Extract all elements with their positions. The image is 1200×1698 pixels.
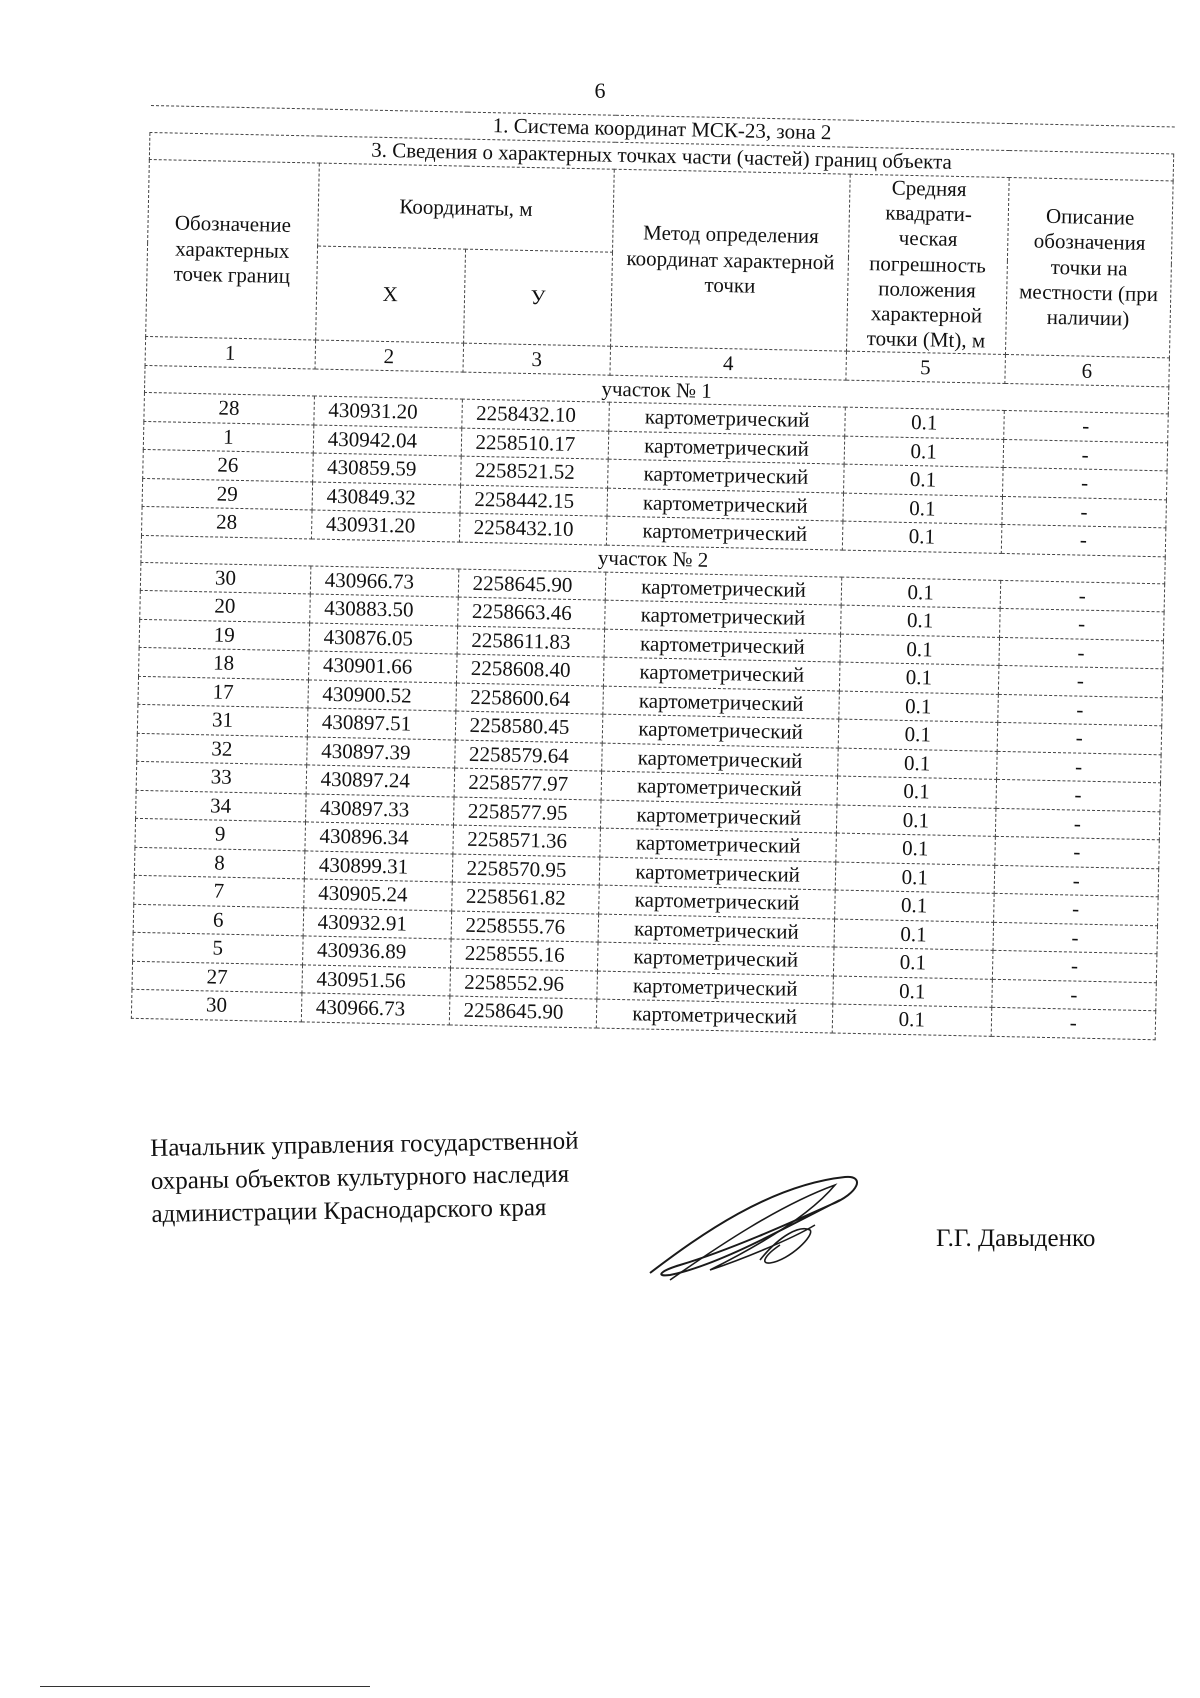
method-cell: картометрический (597, 999, 833, 1032)
point-id-cell: 34 (136, 790, 306, 822)
mean-error-cell: 0.1 (838, 719, 997, 751)
mean-error-cell: 0.1 (835, 862, 994, 894)
section-label: участок № 2 (141, 535, 1165, 583)
header-mean-error: Средняя квадрати- ческая погрешность положения характерной точки (Mt), м (846, 174, 1008, 355)
mean-error-cell: 0.1 (833, 947, 992, 979)
method-cell: картометрический (609, 431, 845, 464)
header-y: У (463, 250, 613, 347)
point-id-cell: 26 (143, 450, 313, 482)
column-number: 1 (145, 337, 315, 370)
y-coordinate-cell: 2258577.95 (453, 797, 601, 829)
description-cell: - (993, 922, 1158, 954)
column-number: 2 (315, 340, 463, 372)
position-title-line: Начальник управления государственной (150, 1127, 579, 1162)
description-cell: - (991, 1008, 1156, 1040)
mean-error-cell: 0.1 (843, 493, 1002, 525)
mean-error-cell: 0.1 (837, 776, 996, 808)
x-coordinate-cell: 430899.31 (304, 851, 452, 883)
point-id-cell: 30 (131, 990, 301, 1022)
description-cell: - (1002, 496, 1167, 528)
table-body (131, 366, 1168, 1040)
description-cell: - (1001, 525, 1166, 557)
point-id-cell: 5 (133, 933, 303, 965)
method-cell: картометрический (601, 771, 837, 804)
x-coordinate-cell: 430896.34 (305, 822, 453, 854)
method-cell: картометрический (600, 828, 836, 861)
point-id-cell: 1 (143, 421, 313, 453)
footnote-divider (40, 1686, 370, 1687)
method-cell: картометрический (601, 800, 837, 833)
x-coordinate-cell: 430966.73 (301, 993, 449, 1025)
method-cell: картометрический (603, 686, 839, 719)
method-cell: картометрический (598, 914, 834, 947)
method-cell: картометрический (604, 629, 840, 662)
position-title-line: администрации Краснодарского края (151, 1194, 547, 1228)
y-coordinate-cell: 2258432.10 (461, 399, 609, 431)
y-coordinate-cell: 2258571.36 (452, 825, 600, 857)
description-cell: - (1002, 468, 1167, 500)
description-cell: - (993, 894, 1158, 926)
point-id-cell: 28 (144, 393, 314, 425)
x-coordinate-cell: 430931.20 (311, 510, 459, 542)
mean-error-cell: 0.1 (836, 805, 995, 837)
point-id-cell: 18 (139, 648, 309, 680)
method-cell: картометрический (603, 714, 839, 747)
method-cell: картометрический (600, 857, 836, 890)
x-coordinate-cell: 430876.05 (309, 623, 457, 655)
column-number: 5 (846, 351, 1005, 383)
y-coordinate-cell: 2258611.83 (457, 626, 605, 658)
column-number: 3 (463, 343, 611, 375)
y-coordinate-cell: 2258432.10 (459, 513, 607, 545)
y-coordinate-cell: 2258521.52 (460, 456, 608, 488)
y-coordinate-cell: 2258645.90 (458, 569, 606, 601)
method-cell: картометрический (597, 971, 833, 1004)
x-coordinate-cell: 430931.20 (314, 396, 462, 428)
description-cell: - (994, 865, 1159, 897)
method-cell: картометрический (604, 657, 840, 690)
y-coordinate-cell: 2258579.64 (454, 740, 602, 772)
description-cell: - (997, 694, 1162, 726)
mean-error-cell: 0.1 (832, 1004, 991, 1036)
page-number: 6 (594, 78, 606, 103)
mean-error-cell: 0.1 (842, 521, 1001, 553)
x-coordinate-cell: 430900.52 (308, 680, 456, 712)
description-cell: - (994, 837, 1159, 869)
point-id-cell: 9 (135, 819, 305, 851)
mean-error-cell: 0.1 (845, 407, 1004, 439)
y-coordinate-cell: 2258555.16 (450, 939, 598, 971)
header-method: Метод определения координат характерной точки (611, 169, 850, 351)
y-coordinate-cell: 2258552.96 (449, 968, 597, 1000)
y-coordinate-cell: 2258561.82 (451, 882, 599, 914)
method-cell: картометрический (608, 459, 844, 492)
mean-error-cell: 0.1 (844, 436, 1003, 468)
point-id-cell: 8 (134, 847, 304, 879)
signature-block (150, 1125, 580, 1231)
mean-error-cell: 0.1 (837, 748, 996, 780)
mean-error-cell: 0.1 (839, 662, 998, 694)
description-cell: - (996, 780, 1161, 812)
method-cell: картометрический (605, 600, 841, 633)
mean-error-cell: 0.1 (834, 919, 993, 951)
description-cell: - (999, 637, 1164, 669)
section-label: участок № 1 (144, 366, 1168, 414)
x-coordinate-cell: 430942.04 (313, 425, 461, 457)
description-cell: - (1003, 411, 1168, 443)
description-cell: - (997, 723, 1162, 755)
point-id-cell: 29 (142, 478, 312, 510)
header-description: Описание обозначения точки на местности (при наличии) (1005, 178, 1173, 359)
section-title: 3. Сведения о характерных точках части (частей) границ объекта (149, 133, 1173, 181)
point-id-cell: 7 (134, 876, 304, 908)
coordinate-system-title: 1. Система координат МСК-23, зона 2 (150, 106, 1174, 154)
point-id-cell: 6 (133, 904, 303, 936)
x-coordinate-cell: 430905.24 (303, 879, 451, 911)
point-id-cell: 17 (138, 676, 308, 708)
mean-error-cell: 0.1 (843, 464, 1002, 496)
x-coordinate-cell: 430849.32 (312, 482, 460, 514)
point-id-cell: 33 (136, 762, 306, 794)
description-cell: - (1003, 439, 1168, 471)
y-coordinate-cell: 2258645.90 (449, 996, 597, 1028)
column-number: 6 (1004, 355, 1169, 387)
column-number: 4 (610, 347, 846, 381)
x-coordinate-cell: 430951.56 (302, 965, 450, 997)
method-cell: картометрический (609, 403, 845, 436)
header-x: X (315, 246, 465, 343)
x-coordinate-cell: 430897.39 (306, 737, 454, 769)
point-id-cell: 32 (137, 733, 307, 765)
coordinates-table (131, 105, 1175, 1040)
description-cell: - (991, 979, 1156, 1011)
description-cell: - (999, 609, 1164, 641)
x-coordinate-cell: 430966.73 (310, 566, 458, 598)
point-id-cell: 19 (139, 619, 309, 651)
y-coordinate-cell: 2258608.40 (456, 654, 604, 686)
y-coordinate-cell: 2258510.17 (461, 428, 609, 460)
mean-error-cell: 0.1 (841, 577, 1000, 609)
method-cell: картометрический (598, 942, 834, 975)
y-coordinate-cell: 2258555.76 (451, 911, 599, 943)
method-cell: картометрический (602, 743, 838, 776)
method-cell: картометрический (607, 488, 843, 521)
point-id-cell: 31 (137, 705, 307, 737)
point-id-cell: 30 (140, 562, 310, 594)
x-coordinate-cell: 430932.91 (303, 908, 451, 940)
method-cell: картометрический (606, 572, 842, 605)
x-coordinate-cell: 430897.24 (306, 765, 454, 797)
x-coordinate-cell: 430901.66 (308, 651, 456, 683)
signatory-name: Г.Г. Давыденко (936, 1225, 1096, 1252)
x-coordinate-cell: 430859.59 (312, 453, 460, 485)
x-coordinate-cell: 430883.50 (309, 594, 457, 626)
y-coordinate-cell: 2258600.64 (455, 683, 603, 715)
mean-error-cell: 0.1 (836, 833, 995, 865)
y-coordinate-cell: 2258442.15 (460, 485, 608, 517)
y-coordinate-cell: 2258580.45 (455, 711, 603, 743)
mean-error-cell: 0.1 (840, 605, 999, 637)
mean-error-cell: 0.1 (840, 634, 999, 666)
y-coordinate-cell: 2258663.46 (457, 597, 605, 629)
y-coordinate-cell: 2258570.95 (452, 854, 600, 886)
x-coordinate-cell: 430936.89 (302, 936, 450, 968)
description-cell: - (992, 951, 1157, 983)
position-title-line: охраны объектов культурного наследия (150, 1160, 570, 1195)
point-id-cell: 20 (140, 591, 310, 623)
method-cell: картометрический (607, 516, 843, 549)
point-id-cell: 28 (141, 507, 311, 539)
point-id-cell: 27 (132, 961, 302, 993)
handwritten-signature (640, 1165, 870, 1285)
method-cell: картометрический (599, 885, 835, 918)
x-coordinate-cell: 430897.33 (305, 794, 453, 826)
header-point-designation: Обозначение характерных точек границ (146, 159, 319, 340)
description-cell: - (1000, 580, 1165, 612)
description-cell: - (995, 808, 1160, 840)
mean-error-cell: 0.1 (839, 691, 998, 723)
x-coordinate-cell: 430897.51 (307, 708, 455, 740)
mean-error-cell: 0.1 (834, 890, 993, 922)
description-cell: - (998, 666, 1163, 698)
header-coordinates: Координаты, м (317, 163, 614, 253)
description-cell: - (996, 751, 1161, 783)
mean-error-cell: 0.1 (833, 976, 992, 1008)
y-coordinate-cell: 2258577.97 (454, 768, 602, 800)
coordinates-table-wrapper (131, 105, 1175, 1040)
